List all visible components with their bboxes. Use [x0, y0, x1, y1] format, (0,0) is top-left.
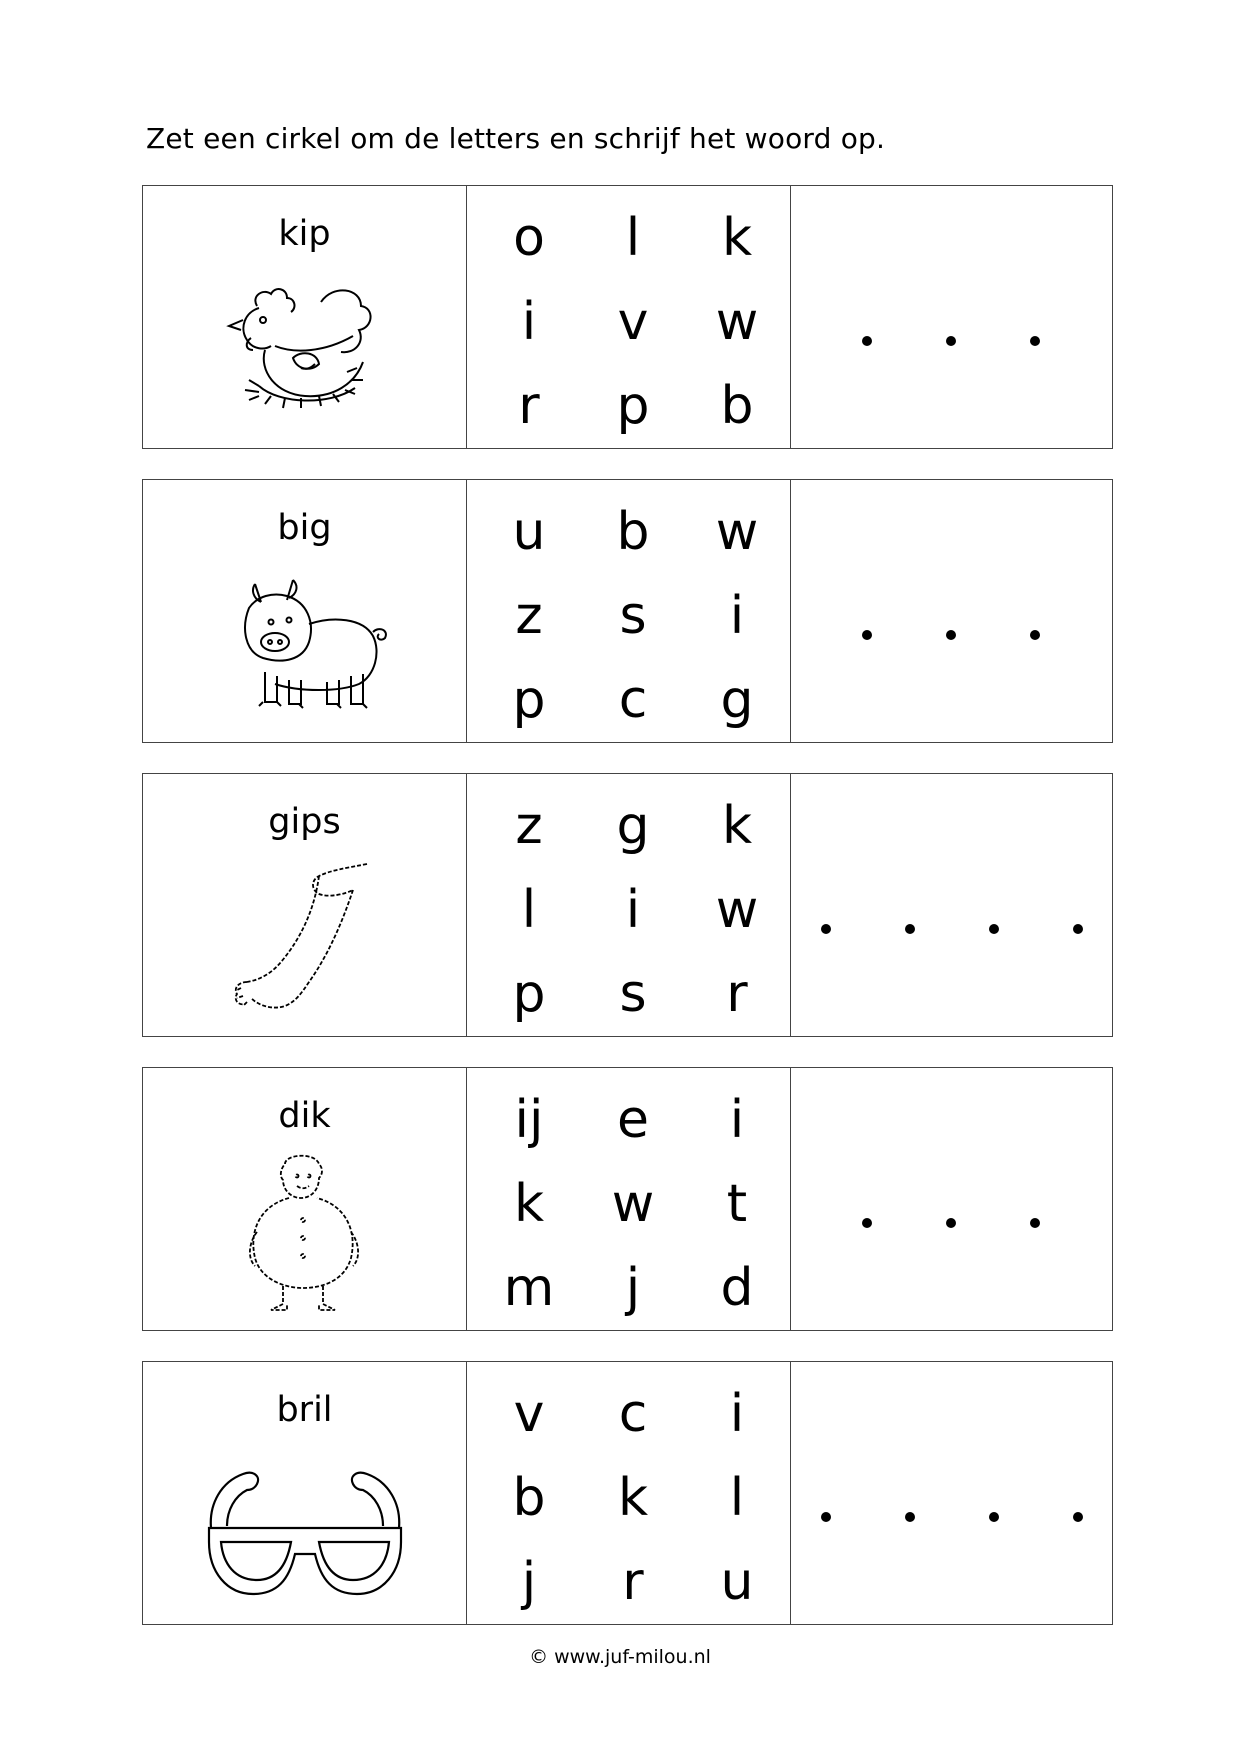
letter-grid: [467, 774, 791, 1036]
dot: [905, 1512, 915, 1522]
letter[interactable]: v: [617, 292, 649, 352]
letter[interactable]: w: [715, 292, 759, 352]
letter-grid: [467, 186, 791, 448]
exercise-row-big: [142, 479, 1113, 743]
letter[interactable]: m: [503, 1258, 555, 1318]
word-cell: [143, 774, 467, 1036]
copyright-footer: © www.juf-milou.nl: [529, 1646, 711, 1668]
word-label: dik: [278, 1096, 331, 1136]
letter[interactable]: i: [729, 1090, 745, 1150]
exercise-row-kip: [142, 185, 1113, 449]
answer-dots: [791, 336, 1112, 356]
instruction-text: Zet een cirkel om de letters en schrijf het woord op.: [146, 122, 886, 155]
letter[interactable]: i: [625, 880, 641, 940]
letter[interactable]: g: [720, 670, 754, 730]
dot: [905, 924, 915, 934]
answer-cell[interactable]: [791, 480, 1112, 742]
letter[interactable]: i: [729, 586, 745, 646]
exercise-row-bril: [142, 1361, 1113, 1625]
letter[interactable]: p: [512, 670, 546, 730]
letter[interactable]: b: [720, 376, 754, 436]
word-cell: [143, 480, 467, 742]
letter[interactable]: i: [729, 1384, 745, 1444]
letter[interactable]: z: [515, 796, 543, 856]
answer-cell[interactable]: [791, 774, 1112, 1036]
letter[interactable]: o: [513, 208, 545, 268]
answer-dots: [791, 924, 1112, 944]
letter[interactable]: b: [512, 1468, 546, 1528]
letter[interactable]: w: [715, 502, 759, 562]
letter[interactable]: s: [619, 964, 647, 1024]
letter[interactable]: r: [518, 376, 540, 436]
fat-man-icon: [205, 1150, 405, 1320]
letter[interactable]: u: [512, 502, 546, 562]
letter[interactable]: r: [622, 1552, 644, 1612]
letter[interactable]: k: [513, 1174, 545, 1234]
letter[interactable]: d: [720, 1258, 754, 1318]
dot: [821, 1512, 831, 1522]
letter[interactable]: b: [616, 502, 650, 562]
leg-cast-icon: [205, 856, 405, 1026]
letter[interactable]: p: [616, 376, 650, 436]
dot: [989, 924, 999, 934]
letter[interactable]: c: [618, 670, 648, 730]
dot: [862, 336, 872, 346]
letter[interactable]: v: [513, 1384, 545, 1444]
letter[interactable]: p: [512, 964, 546, 1024]
letter[interactable]: g: [616, 796, 650, 856]
letter[interactable]: z: [515, 586, 543, 646]
word-cell: [143, 186, 467, 448]
dot: [1073, 924, 1083, 934]
answer-dots: [791, 1512, 1112, 1532]
dot: [946, 1218, 956, 1228]
answer-cell[interactable]: [791, 186, 1112, 448]
dot: [862, 1218, 872, 1228]
dot: [946, 630, 956, 640]
letter[interactable]: i: [521, 292, 537, 352]
answer-cell[interactable]: [791, 1068, 1112, 1330]
letter-grid: [467, 1068, 791, 1330]
word-label: kip: [278, 214, 331, 254]
letter[interactable]: j: [521, 1552, 537, 1612]
exercise-row-dik: [142, 1067, 1113, 1331]
word-cell: [143, 1068, 467, 1330]
letter[interactable]: w: [611, 1174, 655, 1234]
dot: [1030, 630, 1040, 640]
exercise-row-gips: [142, 773, 1113, 1037]
answer-cell[interactable]: [791, 1362, 1112, 1624]
word-label: big: [277, 508, 332, 548]
letter[interactable]: l: [625, 208, 641, 268]
dot: [1030, 1218, 1040, 1228]
letter[interactable]: u: [720, 1552, 754, 1612]
letter[interactable]: k: [721, 208, 753, 268]
letter[interactable]: ij: [514, 1090, 544, 1150]
dot: [821, 924, 831, 934]
word-cell: [143, 1362, 467, 1624]
letter[interactable]: e: [617, 1090, 649, 1150]
letter[interactable]: j: [625, 1258, 641, 1318]
letter[interactable]: s: [619, 586, 647, 646]
letter[interactable]: t: [726, 1174, 748, 1234]
dot: [989, 1512, 999, 1522]
letter[interactable]: k: [721, 796, 753, 856]
dot: [946, 336, 956, 346]
letter[interactable]: w: [715, 880, 759, 940]
word-label: gips: [268, 802, 341, 842]
pig-icon: [205, 562, 405, 732]
dot: [1073, 1512, 1083, 1522]
answer-dots: [791, 1218, 1112, 1238]
word-label: bril: [276, 1390, 333, 1430]
answer-dots: [791, 630, 1112, 650]
letter[interactable]: r: [726, 964, 748, 1024]
letter[interactable]: l: [729, 1468, 745, 1528]
letter-grid: [467, 480, 791, 742]
glasses-icon: [205, 1444, 405, 1614]
letter[interactable]: c: [618, 1384, 648, 1444]
dot: [862, 630, 872, 640]
letter[interactable]: l: [521, 880, 537, 940]
dot: [1030, 336, 1040, 346]
chicken-icon: [205, 268, 405, 438]
letter-grid: [467, 1362, 791, 1624]
letter[interactable]: k: [617, 1468, 649, 1528]
